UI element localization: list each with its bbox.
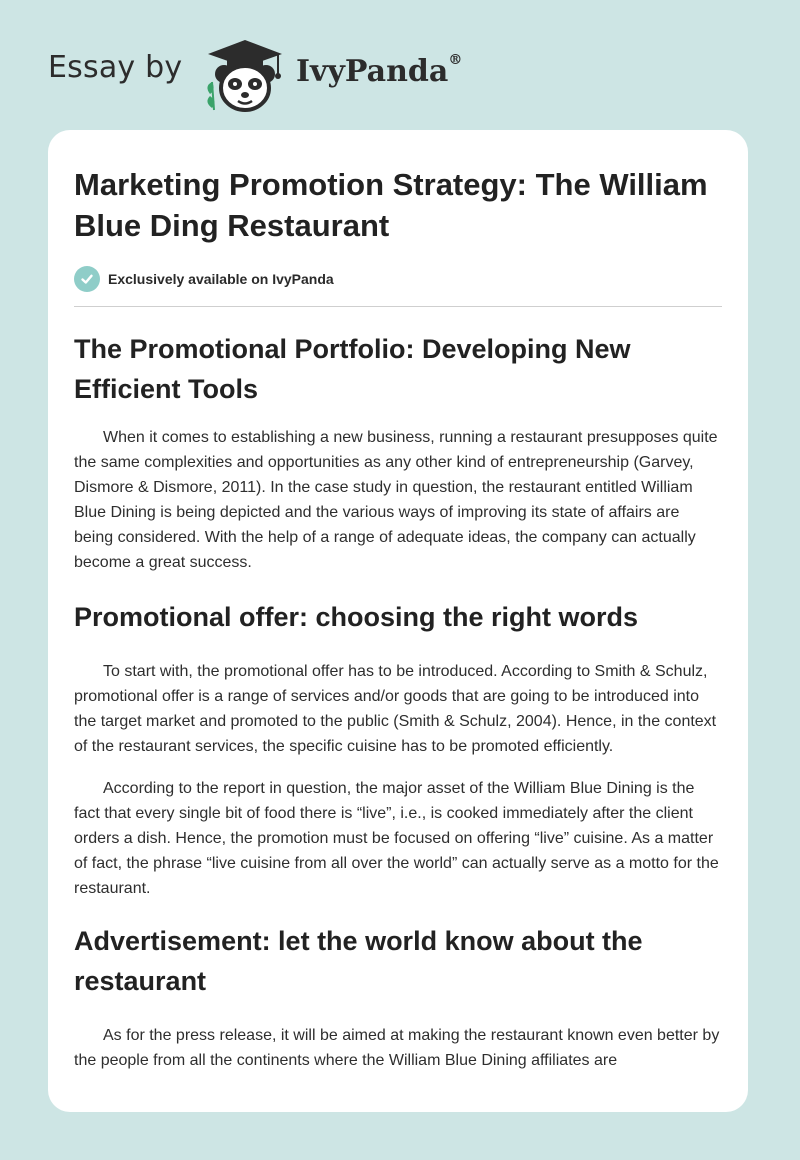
essay-by-label: Essay by xyxy=(48,50,183,85)
section-heading: The Promotional Portfolio: Developing New Efficient Tools xyxy=(74,334,631,404)
exclusive-badge xyxy=(74,264,722,294)
brand-name[interactable]: IvyPanda® xyxy=(296,52,463,89)
check-icon xyxy=(74,266,100,292)
site-header xyxy=(48,28,548,118)
title-divider xyxy=(74,306,722,307)
essay-card xyxy=(48,130,748,1112)
section-heading: Promotional offer: choosing the right words xyxy=(74,602,638,632)
paragraph: When it comes to establishing a new business, running a restaurant presupposes quite the same complexities and opportunities as any other kind of entrepreneurship (Garvey, Dismore & Dismore, 2011). In the case study in question, the restaurant entitled William Blue Dining is being depicted and the various ways of improving its state of affairs are being considered. With the help of a range of adequate ideas, the company can actually become a great success. xyxy=(74,429,718,571)
paragraph: According to the report in question, the major asset of the William Blue Dining is the fact that every single bit of food there is “live”, i.e., is cooked immediately after the client orders a dish. Hence, the promotion must be focused on offering “live” cuisine. As a matter of fact, the phrase “live cuisine from all over the world” can actually serve as a motto for the restaurant. xyxy=(74,780,719,897)
essay-title: Marketing Promotion Strategy: The William Blue Ding Restaurant xyxy=(74,167,708,243)
paragraph: As for the press release, it will be aimed at making the restaurant known even better by the people from all the continents where the William Blue Dining affiliates are xyxy=(74,1027,720,1069)
panda-logo-icon[interactable] xyxy=(200,34,290,114)
exclusive-label: Exclusively available on IvyPanda xyxy=(108,271,334,287)
paragraph: To start with, the promotional offer has to be introduced. According to Smith & Schulz, promotional offer is a range of services and/or goods that are going to be introduced into the target market and promoted to the public (Smith & Schulz, 2004). Hence, in the context of the restaurant services, the specific cuisine has to be promoted efficiently. xyxy=(74,663,717,755)
section-heading: Advertisement: let the world know about the restaurant xyxy=(74,926,643,996)
